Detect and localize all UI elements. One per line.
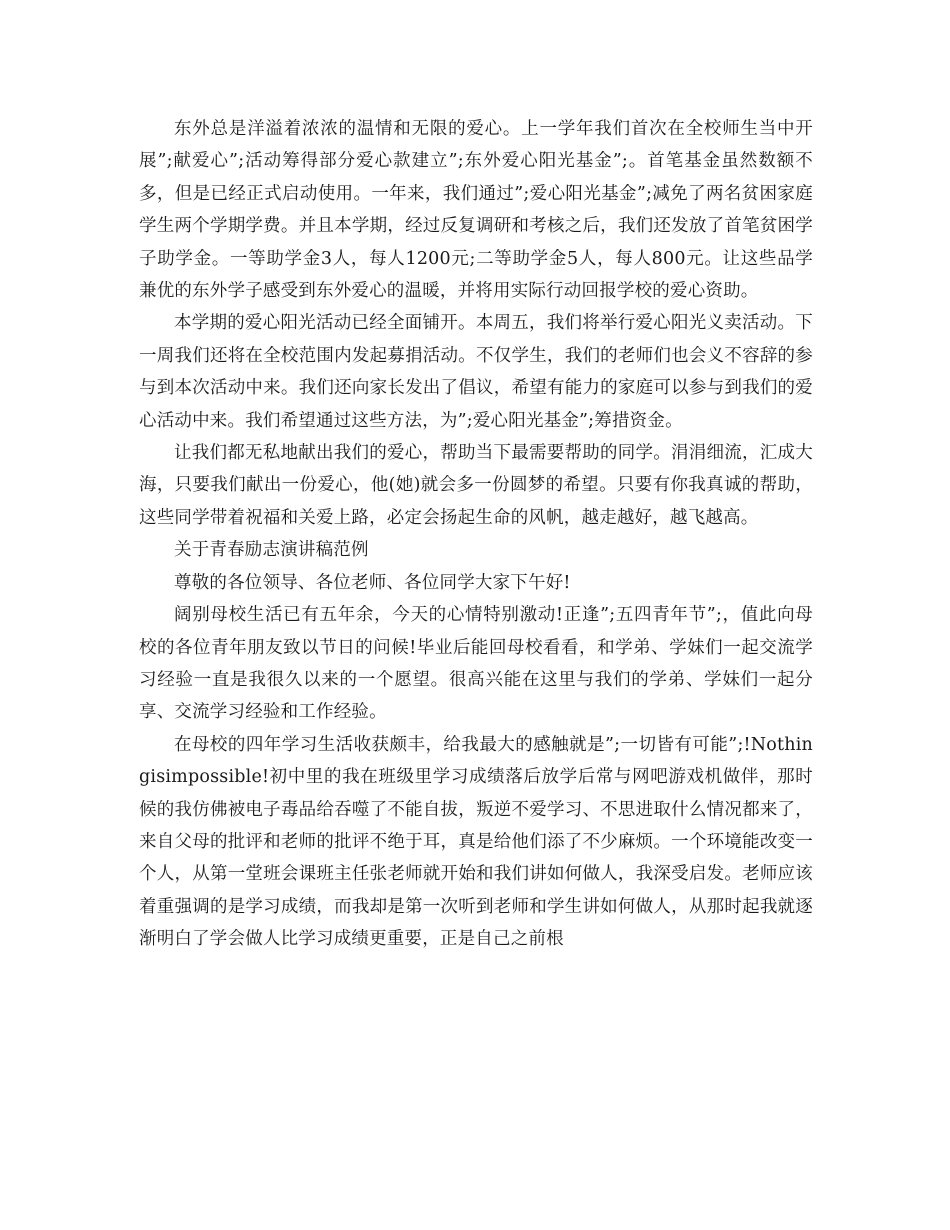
paragraph-charity-activities: 本学期的爱心阳光活动已经全面铺开。本周五，我们将举行爱心阳光义卖活动。下一周我们还将在全校范围内发起募捐活动。不仅学生，我们的老师们也会义不容辞的参与到本次活动中来。我们还向家长发出了倡议，希望有能力的家庭可以参与到我们的爱心活动中来。我们希望通过这些方法，为”;爱心阳光基金”;筹措资金。 bbox=[139, 313, 813, 431]
greeting: 尊敬的各位领导、各位老师、各位同学大家下午好! bbox=[174, 572, 571, 593]
paragraph-return-to-school: 阔别母校生活已有五年余，今天的心情特别激动!正逢”;五四青年节”;，值此向母校的各位青年朋友致以节日的问候!毕业后能回母校看看，和学弟、学妹们一起交流学习经验一直是我很久以来的一个愿望。很高兴能在这里与我们的学弟、学妹们一起分享、交流学习经验和工作经验。 bbox=[139, 605, 813, 723]
section-title: 关于青春励志演讲稿范例 bbox=[174, 540, 369, 561]
paragraph-charity-fund: 东外总是洋溢着浓浓的温情和无限的爱心。上一学年我们首次在全校师生当中开展”;献爱心”;活动筹得部分爱心款建立”;东外爱心阳光基金”;。首笔基金虽然数额不多，但是已经正式启动使用。一年来，我们通过”;爱心阳光基金”;减免了两名贫困家庭学生两个学期学费。并且本学期，经过反复调研和考核之后，我们还发放了首笔贫困学子助学金。一等助学金3人，每人1200元;二等助学金5人，每人800元。让这些品学兼优的东外学子感受到东外爱心的温暖，并将用实际行动回报学校的爱心资助。 bbox=[139, 119, 813, 302]
paragraph-school-life: 在母校的四年学习生活收获颇丰，给我最大的感触就是”;一切皆有可能”;!Nothingisimpossible!初中里的我在班级里学习成绩落后放学后常与网吧游戏机做伴，那时候的我仿佛被电子毒品给吞噬了不能自拔，叛逆不爱学习、不思进取什么情况都来了，来自父母的批评和老师的批评不绝于耳，真是给他们添了不少麻烦。一个环境能改变一个人，从第一堂班会课班主任张老师就开始和我们讲如何做人，我深受启发。老师应该着重强调的是学习成绩，而我却是第一次听到老师和学生讲如何做人，从那时起我就逐渐明白了学会做人比学习成绩更重要，正是自己之前根 bbox=[139, 734, 813, 950]
paragraph-call-to-action: 让我们都无私地献出我们的爱心，帮助当下最需要帮助的同学。涓涓细流，汇成大海，只要我们献出一份爱心，他(她)就会多一份圆梦的希望。只要有你我真诚的帮助，这些同学带着祝福和关爱上路，必定会扬起生命的风帆，越走越好，越飞越高。 bbox=[139, 443, 813, 528]
document-body bbox=[139, 113, 813, 956]
